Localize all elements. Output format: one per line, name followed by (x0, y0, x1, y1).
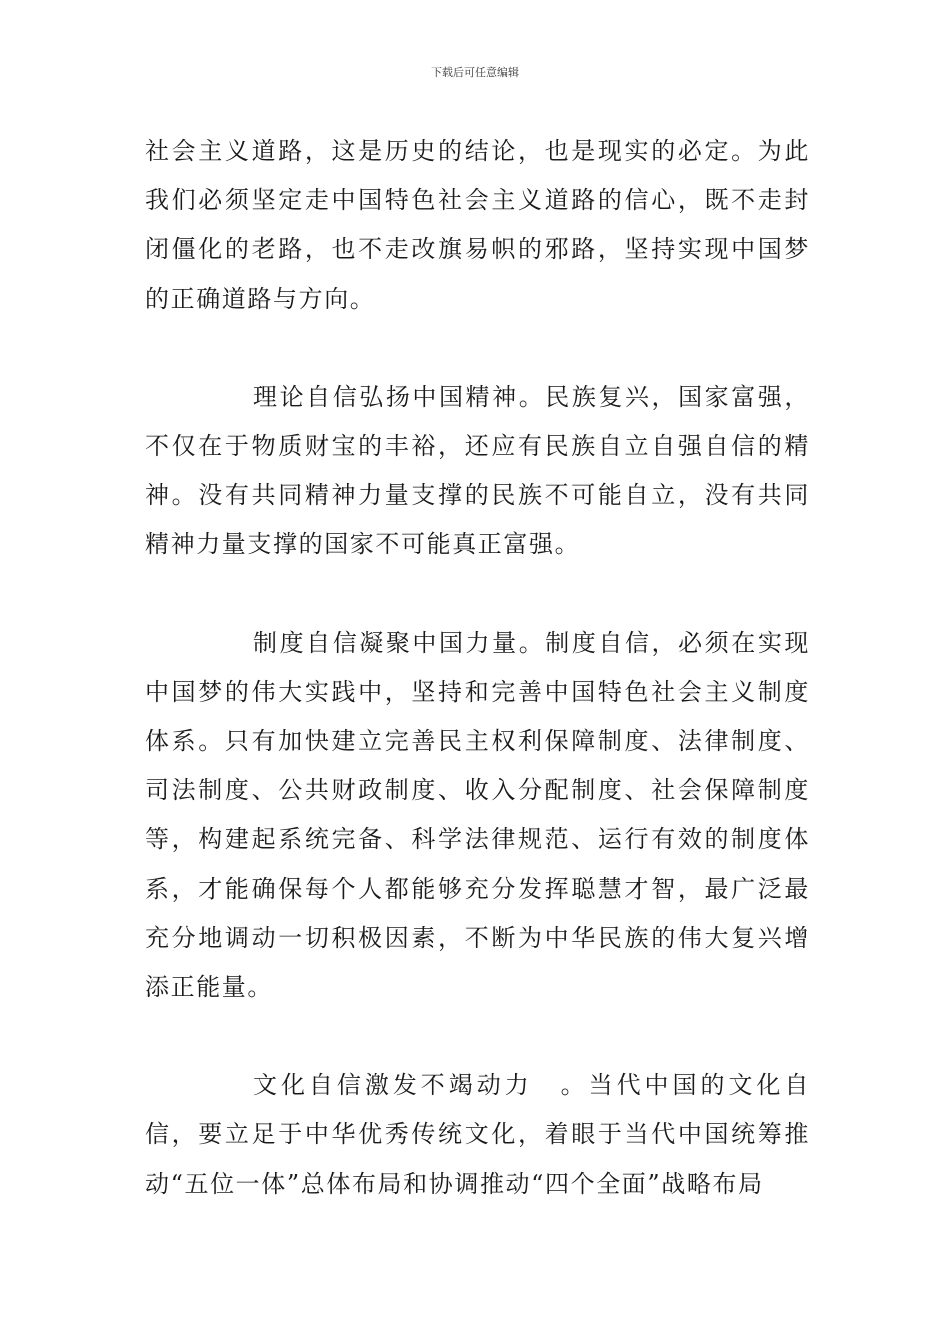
paragraph-theory-confidence: 理论自信弘扬中国精神。民族复兴，国家富强，不仅在于物质财宝的丰裕，还应有民族自立自强自信的精神。没有共同精神力量支撑的民族不可能自立，没有共同精神力量支撑的国家不可能真正富强。 (145, 382, 810, 559)
document-body (145, 127, 810, 1209)
page-header: 下载后可任意编辑 (431, 66, 519, 79)
paragraph-culture-confidence: 文化自信激发不竭动力 。当代中国的文化自信，要立足于中华优秀传统文化，着眼于当代中国统筹推动“五位一体”总体布局和协调推动“四个全面”战略布局 (145, 1071, 810, 1198)
paragraph-system-confidence: 制度自信凝聚中国力量。制度自信，必须在实现中国梦的伟大实践中，坚持和完善中国特色社会主义制度体系。只有加快建立完善民主权利保障制度、法律制度、司法制度、公共财政制度、收入分配制度、社会保障制度等，构建起系统完备、科学法律规范、运行有效的制度体系，才能确保每个人都能够充分发挥聪慧才智，最广泛最充分地调动一切积极因素，不断为中华民族的伟大复兴增添正能量。 (145, 628, 810, 1002)
paragraph-road-confidence: 社会主义道路，这是历史的结论，也是现实的必定。为此我们必须坚定走中国特色社会主义道路的信心，既不走封闭僵化的老路，也不走改旗易帜的邪路，坚持实现中国梦的正确道路与方向。 (145, 137, 810, 313)
